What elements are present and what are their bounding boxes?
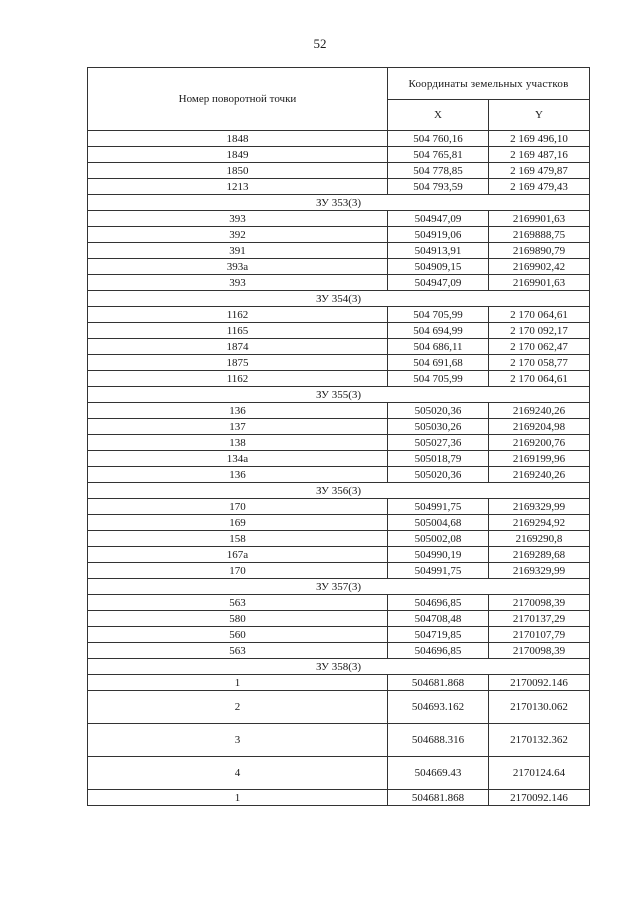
x-coordinate-cell: 504696,85	[388, 595, 489, 611]
section-row	[88, 483, 590, 499]
page-number: 52	[313, 36, 327, 51]
table-row	[88, 691, 590, 724]
x-coordinate-cell: 504681.868	[388, 675, 489, 691]
y-coordinate-cell: 2 170 064,61	[489, 371, 590, 387]
y-coordinate-cell: 2169240,26	[489, 467, 590, 483]
y-coordinate-cell: 2170130.062	[489, 691, 590, 724]
point-number-cell: 393а	[88, 259, 388, 275]
x-coordinate-cell: 504 765,81	[388, 147, 489, 163]
point-number-cell: 391	[88, 243, 388, 259]
y-coordinate-cell: 2169294,92	[489, 515, 590, 531]
table-row	[88, 275, 590, 291]
table-header-row	[88, 68, 590, 100]
x-coordinate-cell: 505018,79	[388, 451, 489, 467]
section-title: ЗУ 353(3)	[88, 195, 590, 211]
x-coordinate-cell: 504913,91	[388, 243, 489, 259]
table-row	[88, 627, 590, 643]
table-body	[88, 131, 590, 806]
x-coordinate-cell: 504669.43	[388, 757, 489, 790]
table-row	[88, 499, 590, 515]
x-coordinate-cell: 504696,85	[388, 643, 489, 659]
x-coordinate-cell: 504947,09	[388, 211, 489, 227]
point-number-cell: 1850	[88, 163, 388, 179]
table-row	[88, 515, 590, 531]
point-number-cell: 1875	[88, 355, 388, 371]
table-row	[88, 790, 590, 806]
point-number-cell: 1165	[88, 323, 388, 339]
point-number-cell: 1213	[88, 179, 388, 195]
y-coordinate-cell: 2169290,8	[489, 531, 590, 547]
point-number-cell: 2	[88, 691, 388, 724]
y-coordinate-cell: 2170137,29	[489, 611, 590, 627]
y-coordinate-cell: 2169888,75	[489, 227, 590, 243]
table-row	[88, 547, 590, 563]
point-number-cell: 1162	[88, 371, 388, 387]
table-row	[88, 435, 590, 451]
table-row	[88, 339, 590, 355]
y-coordinate-cell: 2 170 062,47	[489, 339, 590, 355]
section-title: ЗУ 355(3)	[88, 387, 590, 403]
table-row	[88, 563, 590, 579]
x-coordinate-cell: 504 760,16	[388, 131, 489, 147]
y-coordinate-cell: 2169901,63	[489, 275, 590, 291]
x-coordinate-cell: 504991,75	[388, 499, 489, 515]
table-row	[88, 179, 590, 195]
x-coordinate-cell: 504719,85	[388, 627, 489, 643]
y-coordinate-cell: 2170132.362	[489, 724, 590, 757]
table-row	[88, 323, 590, 339]
point-number-cell: 136	[88, 403, 388, 419]
table-row	[88, 531, 590, 547]
table-row	[88, 227, 590, 243]
y-coordinate-cell: 2169329,99	[489, 563, 590, 579]
point-number-cell: 1849	[88, 147, 388, 163]
table-row	[88, 307, 590, 323]
y-coordinate-cell: 2169240,26	[489, 403, 590, 419]
y-coordinate-cell: 2170098,39	[489, 643, 590, 659]
x-coordinate-cell: 504 691,68	[388, 355, 489, 371]
x-coordinate-cell: 504 694,99	[388, 323, 489, 339]
point-number-cell: 4	[88, 757, 388, 790]
point-number-cell: 169	[88, 515, 388, 531]
y-coordinate-cell: 2169329,99	[489, 499, 590, 515]
table-row	[88, 724, 590, 757]
table-row	[88, 595, 590, 611]
table-row	[88, 419, 590, 435]
x-coordinate-cell: 504919,06	[388, 227, 489, 243]
section-title: ЗУ 357(3)	[88, 579, 590, 595]
section-title: ЗУ 354(3)	[88, 291, 590, 307]
point-number-cell: 1874	[88, 339, 388, 355]
y-coordinate-cell: 2170107,79	[489, 627, 590, 643]
section-row	[88, 579, 590, 595]
point-number-cell: 134а	[88, 451, 388, 467]
x-coordinate-cell: 504 793,59	[388, 179, 489, 195]
y-coordinate-cell: 2 169 496,10	[489, 131, 590, 147]
table-row	[88, 243, 590, 259]
table-row	[88, 259, 590, 275]
section-title: ЗУ 356(3)	[88, 483, 590, 499]
section-row	[88, 291, 590, 307]
section-row	[88, 195, 590, 211]
y-coordinate-cell: 2170092.146	[489, 675, 590, 691]
x-coordinate-cell: 505020,36	[388, 467, 489, 483]
x-coordinate-cell: 504 686,11	[388, 339, 489, 355]
table-row	[88, 675, 590, 691]
point-number-cell: 1	[88, 790, 388, 806]
x-coordinate-cell: 504681.868	[388, 790, 489, 806]
y-coordinate-cell: 2169199,96	[489, 451, 590, 467]
table-row	[88, 355, 590, 371]
point-number-cell: 158	[88, 531, 388, 547]
point-number-cell: 1162	[88, 307, 388, 323]
point-number-cell: 563	[88, 595, 388, 611]
point-number-cell: 170	[88, 563, 388, 579]
x-coordinate-cell: 504688.316	[388, 724, 489, 757]
x-coordinate-cell: 505030,26	[388, 419, 489, 435]
y-coordinate-cell: 2170092.146	[489, 790, 590, 806]
table-row	[88, 451, 590, 467]
table-row	[88, 467, 590, 483]
point-number-cell: 393	[88, 211, 388, 227]
x-coordinate-cell: 504 778,85	[388, 163, 489, 179]
x-coordinate-cell: 505020,36	[388, 403, 489, 419]
y-coordinate-cell: 2 169 479,87	[489, 163, 590, 179]
y-coordinate-cell: 2170124.64	[489, 757, 590, 790]
point-number-cell: 563	[88, 643, 388, 659]
x-coordinate-cell: 505004,68	[388, 515, 489, 531]
y-coordinate-cell: 2169204,98	[489, 419, 590, 435]
table-row	[88, 757, 590, 790]
table-row	[88, 211, 590, 227]
point-number-cell: 136	[88, 467, 388, 483]
y-coordinate-cell: 2169901,63	[489, 211, 590, 227]
table-row	[88, 147, 590, 163]
y-coordinate-cell: 2 170 064,61	[489, 307, 590, 323]
x-coordinate-cell: 505027,36	[388, 435, 489, 451]
y-header: Y	[489, 100, 590, 131]
point-number-header: Номер поворотной точки	[88, 68, 388, 131]
x-coordinate-cell: 504708,48	[388, 611, 489, 627]
point-number-cell: 580	[88, 611, 388, 627]
x-coordinate-cell: 504947,09	[388, 275, 489, 291]
point-number-cell: 1	[88, 675, 388, 691]
x-coordinate-cell: 504 705,99	[388, 307, 489, 323]
x-coordinate-cell: 504 705,99	[388, 371, 489, 387]
point-number-cell: 560	[88, 627, 388, 643]
table-row	[88, 163, 590, 179]
section-row	[88, 659, 590, 675]
section-row	[88, 387, 590, 403]
x-coordinate-cell: 504693.162	[388, 691, 489, 724]
table-row	[88, 131, 590, 147]
table-row	[88, 403, 590, 419]
table-row	[88, 371, 590, 387]
x-coordinate-cell: 504991,75	[388, 563, 489, 579]
point-number-cell: 138	[88, 435, 388, 451]
y-coordinate-cell: 2 170 058,77	[489, 355, 590, 371]
x-header: X	[388, 100, 489, 131]
point-number-cell: 170	[88, 499, 388, 515]
y-coordinate-cell: 2169902,42	[489, 259, 590, 275]
section-title: ЗУ 358(3)	[88, 659, 590, 675]
y-coordinate-cell: 2169289,68	[489, 547, 590, 563]
x-coordinate-cell: 504990,19	[388, 547, 489, 563]
y-coordinate-cell: 2170098,39	[489, 595, 590, 611]
point-number-cell: 3	[88, 724, 388, 757]
y-coordinate-cell: 2 169 479,43	[489, 179, 590, 195]
point-number-cell: 137	[88, 419, 388, 435]
y-coordinate-cell: 2 169 487,16	[489, 147, 590, 163]
point-number-cell: 392	[88, 227, 388, 243]
coordinates-header: Координаты земельных участков	[388, 68, 590, 100]
x-coordinate-cell: 504909,15	[388, 259, 489, 275]
point-number-cell: 393	[88, 275, 388, 291]
y-coordinate-cell: 2169200,76	[489, 435, 590, 451]
y-coordinate-cell: 2 170 092,17	[489, 323, 590, 339]
x-coordinate-cell: 505002,08	[388, 531, 489, 547]
point-number-cell: 1848	[88, 131, 388, 147]
point-number-cell: 167а	[88, 547, 388, 563]
table-row	[88, 643, 590, 659]
coordinates-table	[87, 67, 590, 806]
y-coordinate-cell: 2169890,79	[489, 243, 590, 259]
table-row	[88, 611, 590, 627]
